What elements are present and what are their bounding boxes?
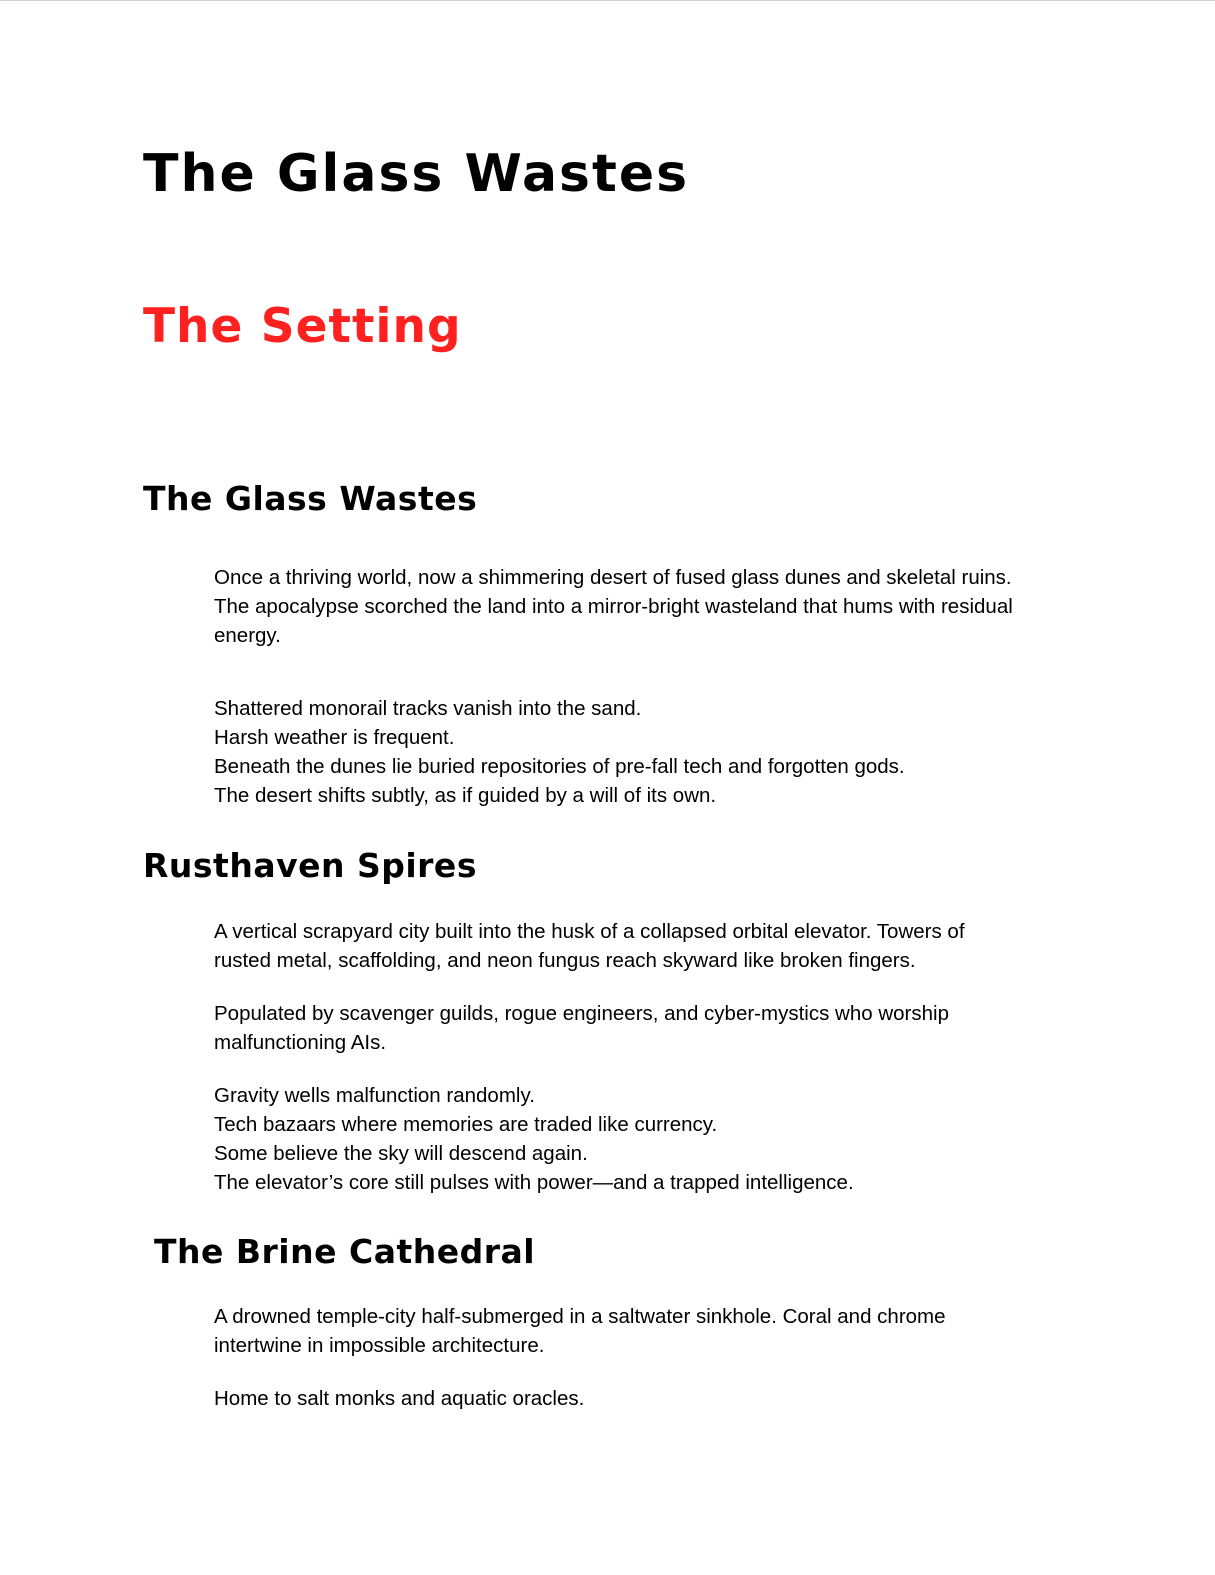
rusthaven-description	[214, 917, 1094, 975]
paragraph-line: Home to salt monks and aquatic oracles.	[214, 1387, 585, 1410]
paragraph-line: Beneath the dunes lie buried repositories of pre-fall tech and forgotten gods.	[214, 755, 905, 778]
paragraph-line: A vertical scrapyard city built into the husk of a collapsed orbital elevator. Towers of	[214, 920, 965, 943]
paragraph-line: The elevator’s core still pulses with power—and a trapped intelligence.	[214, 1171, 854, 1194]
paragraph-line: Tech bazaars where memories are traded like currency.	[214, 1113, 718, 1136]
location-heading-brine-cathedral: The Brine Cathedral	[154, 1232, 536, 1271]
paragraph-line: Once a thriving world, now a shimmering desert of fused glass dunes and skeletal ruins.	[214, 566, 1012, 589]
paragraph-line: Gravity wells malfunction randomly.	[214, 1084, 535, 1107]
paragraph-line: Shattered monorail tracks vanish into the sand.	[214, 697, 642, 720]
brine-cathedral-inhabitants	[214, 1384, 1094, 1413]
glass-wastes-features	[214, 694, 1094, 810]
paragraph-line: Some believe the sky will descend again.	[214, 1142, 588, 1165]
paragraph-line: energy.	[214, 624, 281, 647]
paragraph-line: malfunctioning AIs.	[214, 1031, 387, 1054]
paragraph-line: rusted metal, scaffolding, and neon fungus reach skyward like broken fingers.	[214, 949, 916, 972]
location-heading-glass-wastes: The Glass Wastes	[143, 479, 478, 518]
paragraph-line: Populated by scavenger guilds, rogue engineers, and cyber-mystics who worship	[214, 1002, 949, 1025]
rusthaven-features	[214, 1081, 1094, 1197]
section-title-setting: The Setting	[143, 299, 462, 354]
paragraph-line: The desert shifts subtly, as if guided by a will of its own.	[214, 784, 717, 807]
paragraph-line: A drowned temple-city half-submerged in a saltwater sinkhole. Coral and chrome	[214, 1305, 946, 1328]
brine-cathedral-description	[214, 1302, 1094, 1360]
paragraph-line: Harsh weather is frequent.	[214, 726, 455, 749]
location-heading-rusthaven-spires: Rusthaven Spires	[143, 846, 477, 885]
paragraph-line: intertwine in impossible architecture.	[214, 1334, 545, 1357]
glass-wastes-description	[214, 563, 1094, 650]
paragraph-line: The apocalypse scorched the land into a mirror-bright wasteland that hums with residual	[214, 595, 1013, 618]
document-title: The Glass Wastes	[143, 144, 690, 204]
rusthaven-population	[214, 999, 1094, 1057]
